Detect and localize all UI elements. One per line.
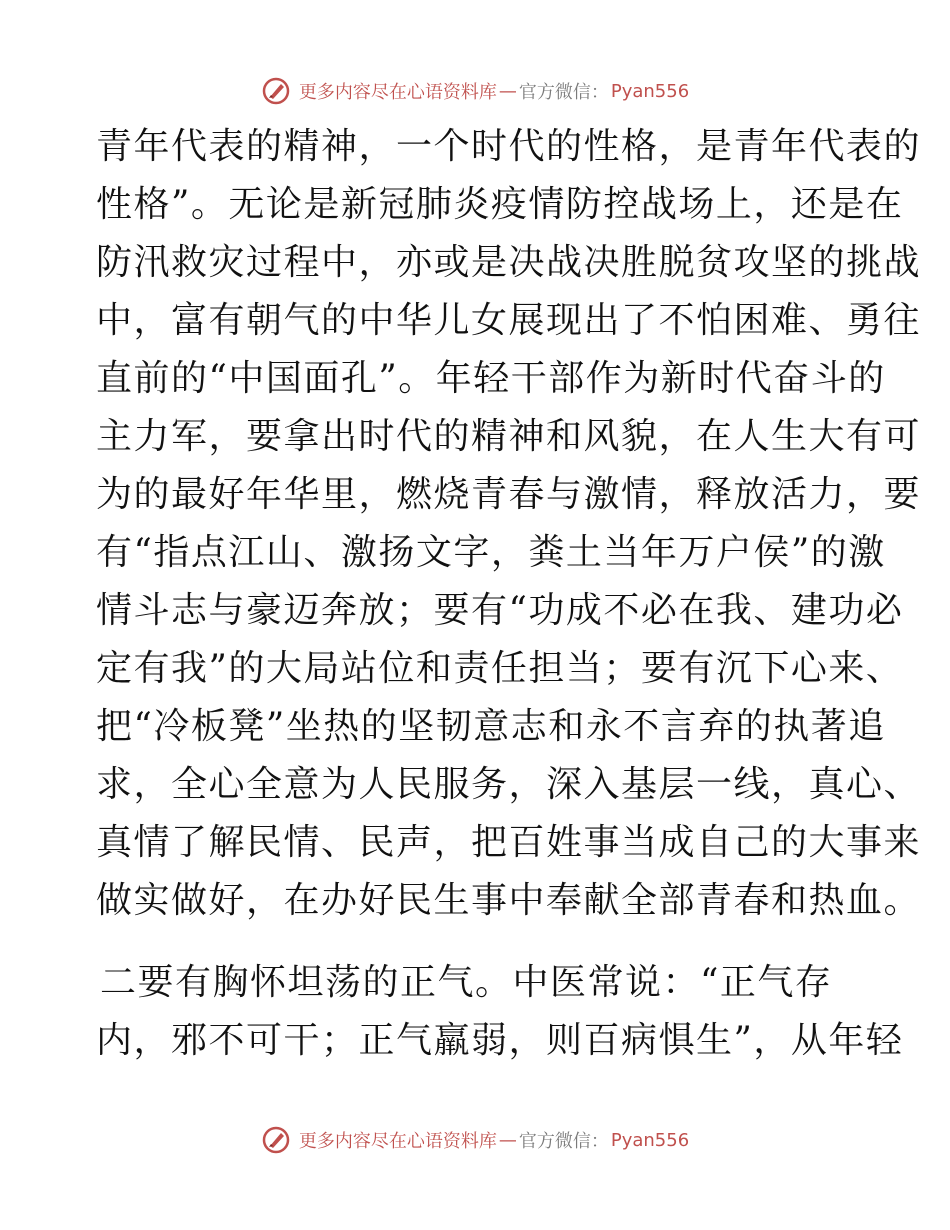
document-body bbox=[96, 118, 922, 1070]
paragraph-1 bbox=[96, 118, 922, 930]
text-line: 情斗志与豪迈奔放；要有“功成不必在我、建功必 bbox=[96, 590, 904, 631]
text-line: 做实做好，在办好民生事中奉献全部青春和热血。 bbox=[96, 880, 922, 921]
banner-text: 更多内容尽在心语资料库 bbox=[298, 1131, 497, 1152]
banner-separator: — bbox=[498, 80, 517, 102]
banner-wechat-id: Pyan556 bbox=[610, 80, 690, 102]
text-line: 性格”。无论是新冠肺炎疫情防控战场上，还是在 bbox=[96, 184, 904, 225]
footer-banner bbox=[0, 1120, 950, 1160]
text-line: 防汛救灾过程中，亦或是决战决胜脱贫攻坚的挑战 bbox=[96, 242, 922, 283]
text-line: 真情了解民情、民声，把百姓事当成自己的大事来 bbox=[96, 822, 922, 863]
quill-pen-logo-icon bbox=[261, 1125, 291, 1155]
banner-wechat-label: 官方微信： bbox=[518, 82, 609, 103]
banner-text: 更多内容尽在心语资料库 bbox=[298, 82, 497, 103]
text-line: 为的最好年华里，燃烧青春与激情，释放活力，要 bbox=[96, 474, 922, 515]
text-line: 有“指点江山、激扬文字，粪土当年万户侯”的激 bbox=[96, 532, 886, 573]
text-line: 主力军，要拿出时代的精神和风貌，在人生大有可 bbox=[96, 416, 922, 457]
text-line: 把“冷板凳”坐热的坚韧意志和永不言弃的执著追 bbox=[96, 706, 886, 747]
banner-separator: — bbox=[498, 1129, 517, 1151]
text-line: 直前的“中国面孔”。年轻干部作为新时代奋斗的 bbox=[96, 358, 886, 399]
header-banner bbox=[0, 71, 950, 111]
text-line: 青年代表的精神，一个时代的性格，是青年代表的 bbox=[96, 126, 922, 167]
paragraph-gap bbox=[96, 930, 856, 954]
text-line: 内，邪不可干；正气羸弱，则百病惧生”，从年轻 bbox=[96, 1020, 904, 1061]
banner-wechat-id: Pyan556 bbox=[610, 1129, 690, 1151]
text-line: 二要有胸怀坦荡的正气。中医常说：“正气存 bbox=[100, 962, 833, 1003]
quill-pen-logo-icon bbox=[261, 76, 291, 106]
text-line: 求，全心全意为人民服务，深入基层一线，真心、 bbox=[96, 764, 922, 805]
banner-wechat-label: 官方微信： bbox=[518, 1131, 609, 1152]
text-line: 定有我”的大局站位和责任担当；要有沉下心来、 bbox=[96, 648, 904, 689]
paragraph-2 bbox=[96, 954, 904, 1070]
text-line: 中，富有朝气的中华儿女展现出了不怕困难、勇往 bbox=[96, 300, 922, 341]
